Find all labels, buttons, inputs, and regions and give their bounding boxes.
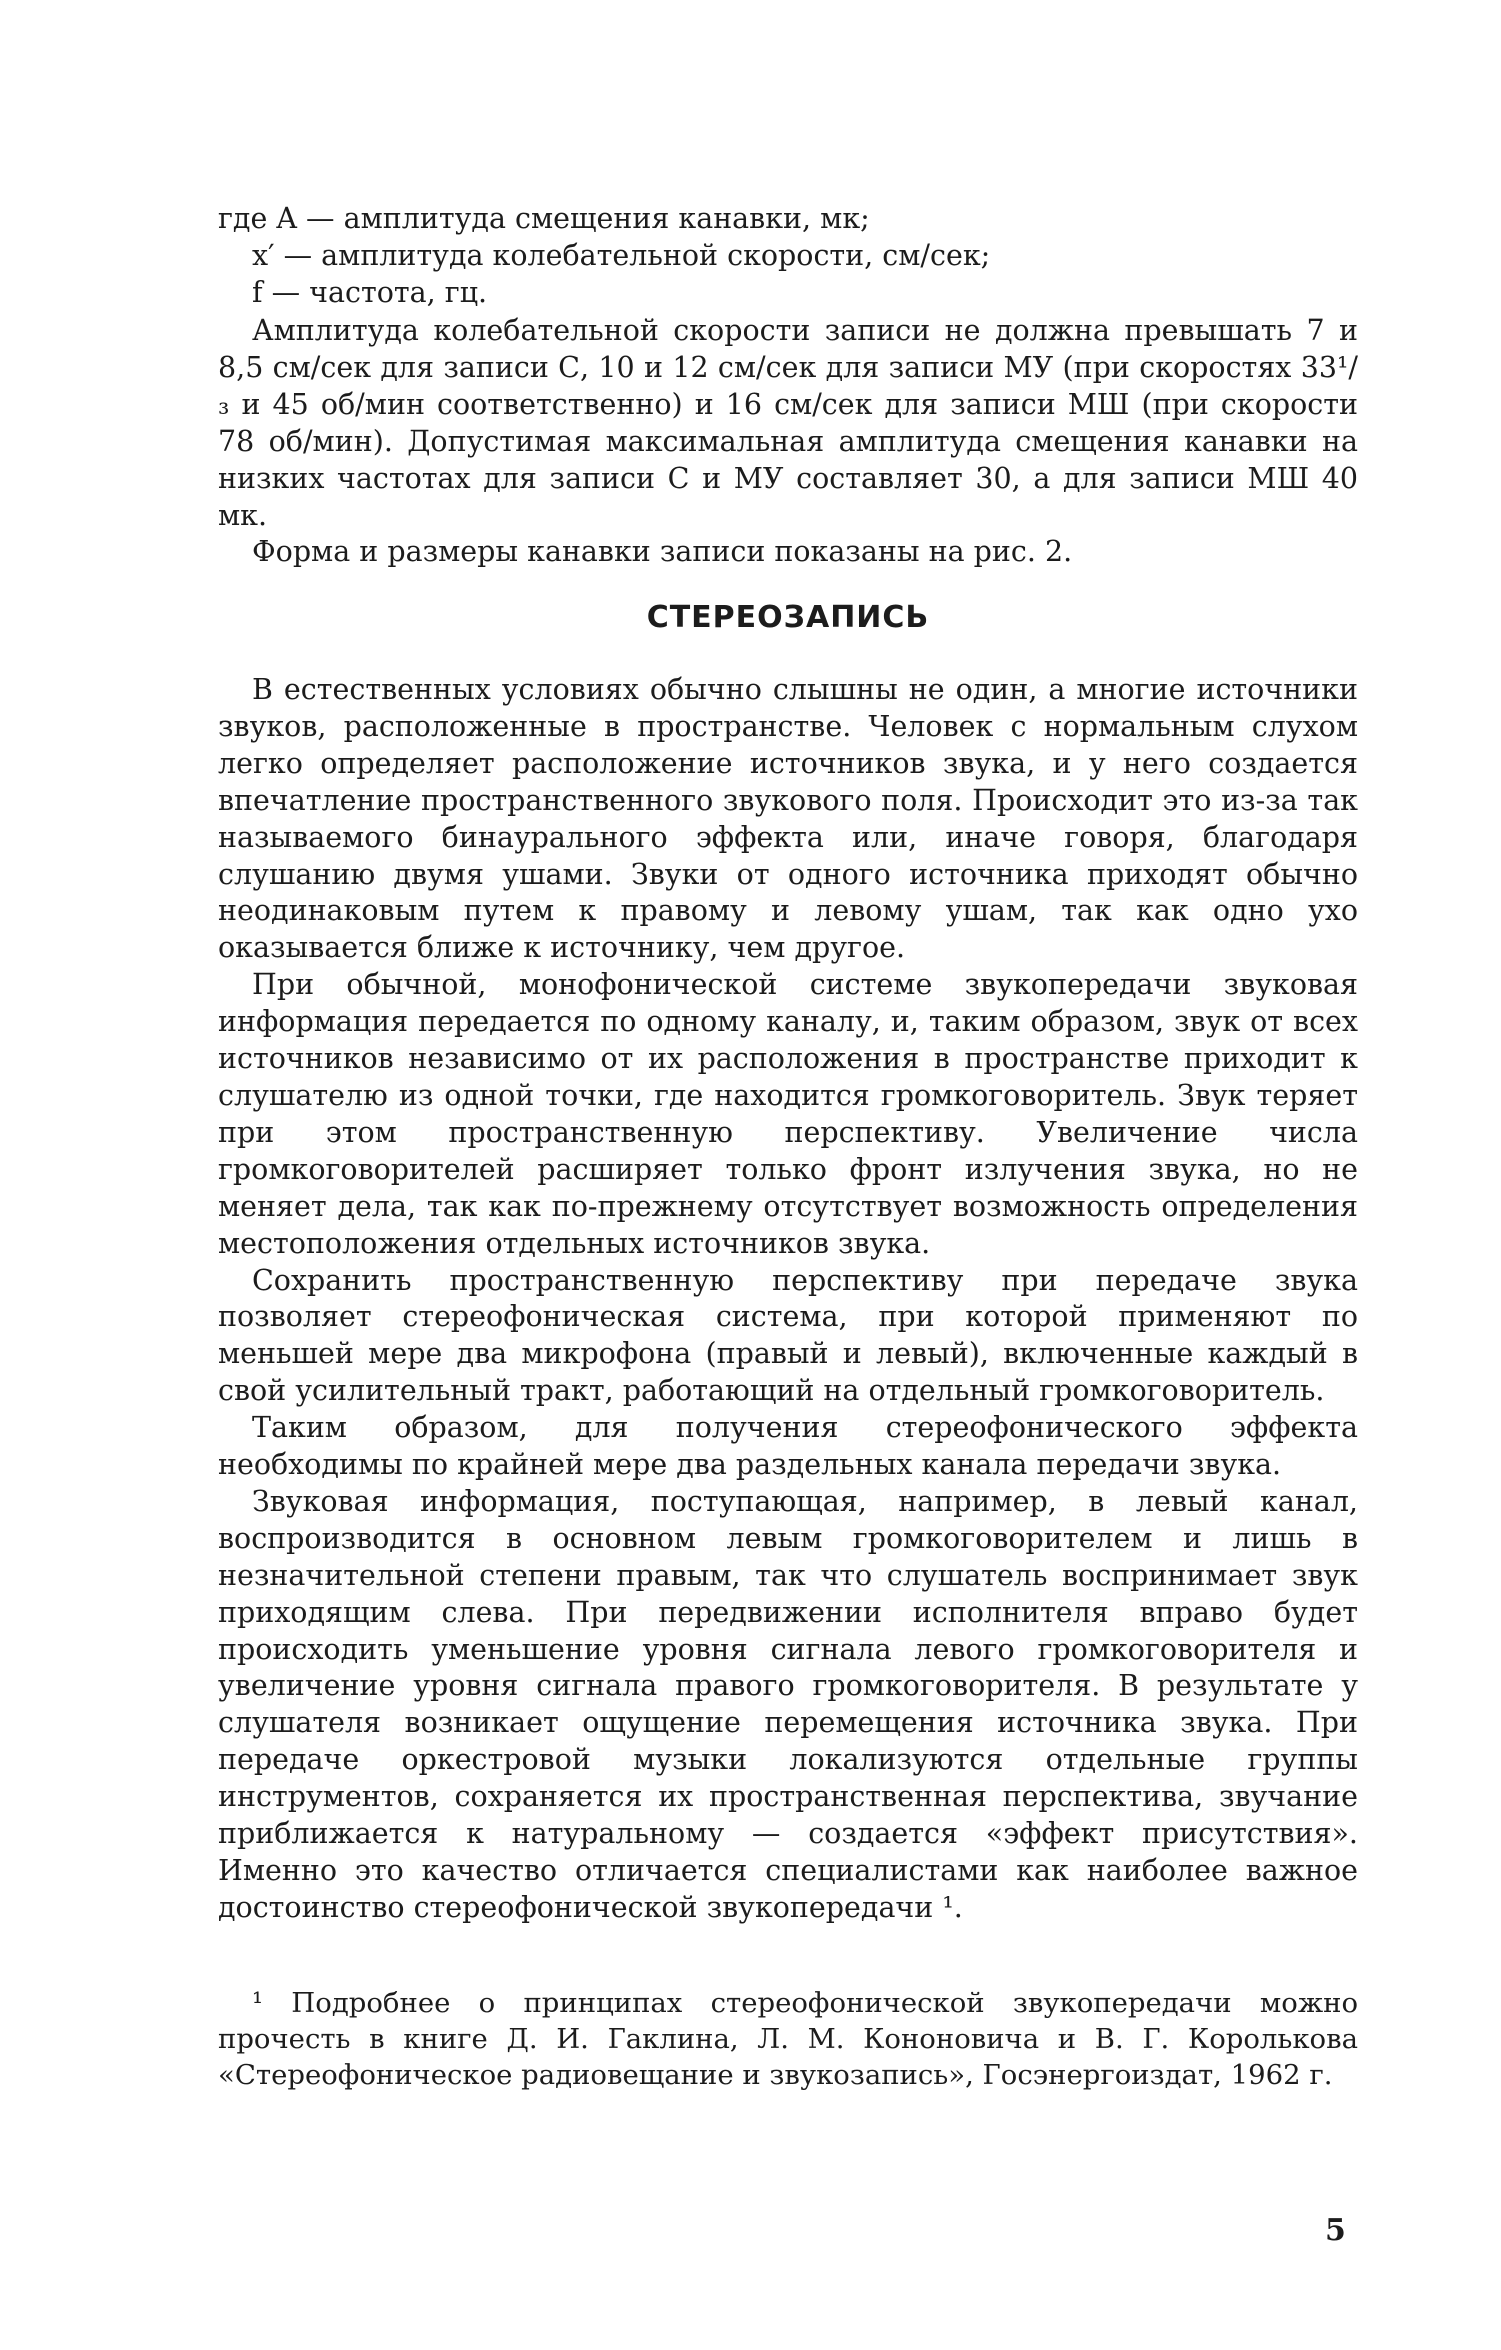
paragraph: При обычной, монофонической системе звукопередачи звуковая информация передается по одному каналу, и, таким образом, звук от всех источников независимо от их расположения в пространстве приходит к слушателю из одной точки, где находится громкоговоритель. Звук теряет при этом пространственную перспективу. Увеличение числа громкоговорителей расширяет только фронт излучения звука, но не меняет дела, так как по-прежнему отсутствует возможность определения местоположения отдельных источников звука. [218,968,1358,1260]
paragraph: Форма и размеры канавки записи показаны на рис. 2. [252,535,1073,569]
paragraph: Таким образом, для получения стереофонического эффекта необходимы по крайней мере два раздельных канала передачи звука. [218,1411,1358,1482]
symbol-definitions [218,200,1358,311]
footnote [218,1985,1358,2093]
section-title: СТЕРЕОЗАПИСЬ [646,600,930,635]
definition-line: где A — амплитуда смещения канавки, мк; [218,202,870,235]
intro-paragraphs [218,313,1358,571]
paragraph: В естественных условиях обычно слышны не один, а многие источники звуков, расположенные в пространстве. Человек с нормальным слухом легко определяет расположение источников звука, и у него создается впечатление пространственного звукового поля. Происходит это из-за так называемого бинаурального эффекта или, иначе говоря, благодаря слушанию двумя ушами. Звуки от одного источника приходят обычно неодинаковым путем к правому и левому ушам, так как одно ухо оказывается ближе к источнику, чем другое. [218,673,1358,965]
paragraph: Звуковая информация, поступающая, например, в левый канал, воспроизводится в основном левым громкоговорителем и лишь в незначительной степени правым, так что слушатель воспринимает звук приходящим слева. При передвижении исполнителя вправо будет происходить уменьшение уровня сигнала левого громкоговорителя и увеличение уровня сигнала правого громкоговорителя. В результате у слушателя возникает ощущение перемещения источника звука. При передаче оркестровой музыки локализуются отдельные группы инструментов, сохраняется их пространственная перспектива, звучание приближается к натуральному — создается «эффект присутствия». Именно это качество отличается специалистами как наиболее важное достоинство стереофонической звукопередачи ¹. [218,1484,1358,1924]
footnote-text: ¹ Подробнее о принципах стереофонической звукопередачи можно прочесть в книге Д. И. Гаклина, Л. М. Кононовича и В. Г. Королькова «Стереофоническое радиовещание и звукозапись», Госэнергоиздат, 1962 г. [218,1987,1358,2091]
paragraph: Сохранить пространственную перспективу при передаче звука позволяет стереофоническая система, при которой применяют по меньшей мере два микрофона (правый и левый), включенные каждый в свой усилительный тракт, работающий на отдельный громкоговоритель. [218,1263,1358,1408]
definition-line: x′ — амплитуда колебательной скорости, см/сек; [252,239,991,272]
section-body [218,672,1358,1927]
definition-line: f — частота, гц. [252,276,488,309]
paragraph: Амплитуда колебательной скорости записи не должна превышать 7 и 8,5 см/сек для записи С, 10 и 12 см/сек для записи МУ (при скоростях 33¹/₃ и 45 об/мин соответственно) и 16 см/сек для записи МШ (при скорости 78 об/мин). Допустимая максимальная амплитуда смещения канавки на низких частотах для записи С и МУ составляет 30, а для записи МШ 40 мк. [218,314,1358,532]
page-number: 5 [1325,2213,1346,2248]
